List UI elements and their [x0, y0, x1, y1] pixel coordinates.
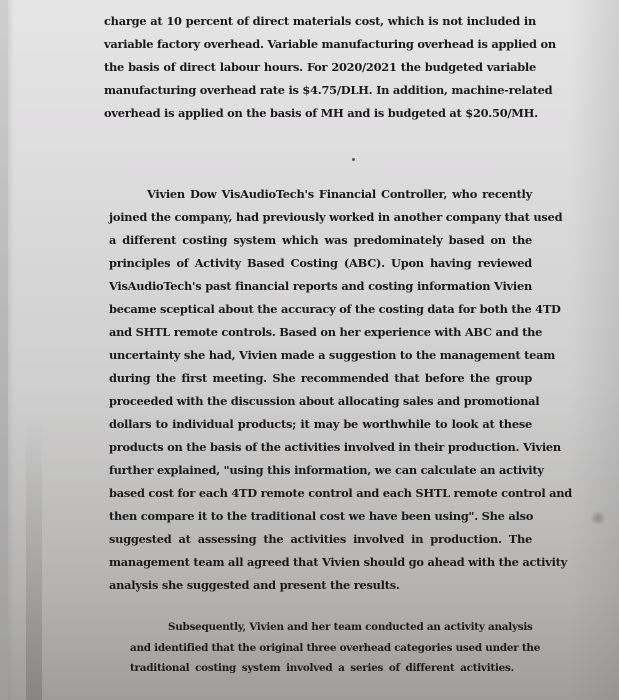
text-line: a different costing system which was predominately based on the	[109, 233, 532, 247]
paragraph-activity-analysis	[130, 617, 541, 679]
text-line: suggested at assessing the activities involved in production. The	[109, 532, 532, 546]
text-line: uncertainty she had, Vivien made a suggestion to the management team	[109, 348, 556, 362]
text-line: variable factory overhead. Variable manufacturing overhead is applied on	[104, 37, 556, 51]
text-line: and identified that the original three overhead categories used under the	[130, 641, 541, 654]
text-line: dollars to individual products; it may be worthwhile to look at these	[109, 417, 532, 431]
text-line: proceeded with the discussion about allocating sales and promotional	[109, 394, 540, 408]
text-line: charge at 10 percent of direct materials cost, which is not included in	[104, 14, 536, 28]
text-line: based cost for each 4TD remote control and each SHTL remote control and	[109, 486, 573, 500]
text-line: further explained, "using this information, we can calculate an activity	[109, 463, 544, 477]
text-line: the basis of direct labour hours. For 2020/2021 the budgeted variable	[104, 60, 536, 74]
text-line: became sceptical about the accuracy of the costing data for both the 4TD	[109, 302, 561, 316]
page-edge-shadow	[0, 0, 8, 700]
text-line: analysis she suggested and present the results.	[109, 578, 400, 592]
paragraph-vivien-abc-suggestion	[109, 183, 573, 597]
text-line: joined the company, had previously worked in another company that used	[109, 210, 563, 224]
text-line: Subsequently, Vivien and her team conducted an activity analysis	[168, 621, 533, 633]
text-line: VisAudioTech's past financial reports and costing information Vivien	[109, 279, 532, 293]
text-line: and SHTL remote controls. Based on her experience with ABC and the	[109, 325, 543, 339]
text-line: then compare it to the traditional cost we have been using". She also	[109, 509, 534, 523]
text-line: Vivien Dow VisAudioTech's Financial Controller, who recently	[147, 187, 532, 201]
speck-mark	[352, 158, 355, 161]
page-fold-shadow	[26, 420, 42, 700]
text-line: overhead is applied on the basis of MH and is budgeted at $20.50/MH.	[104, 106, 538, 120]
text-line: products on the basis of the activities involved in their production. Vivien	[109, 440, 561, 454]
text-line: during the first meeting. She recommended that before the group	[109, 371, 532, 385]
text-line: traditional costing system involved a series of different activities.	[130, 662, 514, 674]
paragraph-budget-overhead	[104, 10, 556, 125]
text-line: manufacturing overhead rate is $4.75/DLH. In addition, machine-related	[104, 83, 553, 97]
text-line: management team all agreed that Vivien should go ahead with the activity	[109, 555, 568, 569]
smudge-mark	[590, 510, 606, 526]
text-line: principles of Activity Based Costing (ABC). Upon having reviewed	[109, 256, 532, 270]
